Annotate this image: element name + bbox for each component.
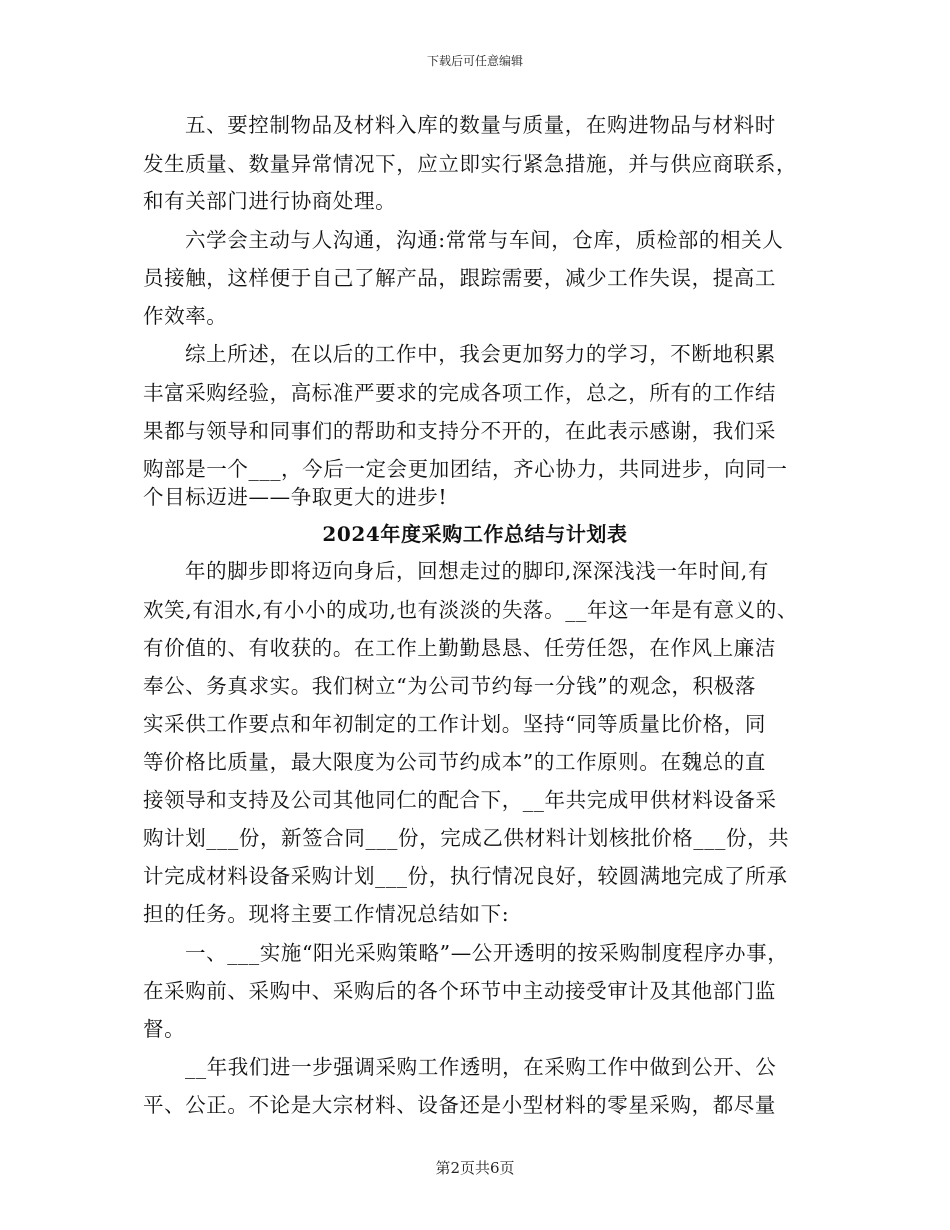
paragraph-line: 担的任务。现将主要工作情况总结如下: [143, 902, 510, 926]
paragraph-line: 和有关部门进行协商处理。 [143, 189, 397, 213]
paragraph-line: 平、公正。不论是大宗材料、设备还是小型材料的零星采购，都尽量 [143, 1093, 776, 1117]
paragraph-line: 员接触，这样便于自己了解产品，跟踪需要，减少工作失误，提高工 [143, 266, 776, 290]
paragraph-line: 计完成材料设备采购计划___份，执行情况良好，较圆满地完成了所承 [143, 864, 788, 888]
paragraph-line: 一、___实施“阳光采购策略”—公开透明的按采购制度程序办事， [185, 941, 789, 965]
paragraph-line: 购部是一个___，今后一定会更加团结，齐心协力，共同进步，向同一 [143, 457, 788, 481]
paragraph-line: 实采供工作要点和年初制定的工作计划。坚持“同等质量比价格，同 [143, 712, 766, 736]
page-footer: 第2页共6页 [435, 1159, 515, 1177]
page-header: 下载后可任意编辑 [426, 54, 523, 68]
paragraph-line: 果都与领导和同事们的帮助和支持分不开的，在此表示感谢，我们采 [143, 419, 776, 443]
paragraph-line: 购计划___份，新签合同___份，完成乙供材料计划核批价格___份，共 [143, 826, 790, 850]
paragraph-line: 欢笑,有泪水,有小小的成功,也有淡淡的失落。__年这一年是有意义的、 [143, 598, 798, 622]
paragraph-line: 丰富采购经验，高标准严要求的完成各项工作，总之，所有的工作结 [143, 381, 776, 405]
paragraph-line: 发生质量、数量异常情况下，应立即实行紧急措施，并与供应商联系， [143, 152, 798, 176]
paragraph-line: 督。 [143, 1017, 186, 1041]
paragraph-line: 个目标迈进——争取更大的进步! [143, 485, 448, 509]
paragraph-line: 五、要控制物品及材料入库的数量与质量，在购进物品与材料时 [185, 113, 776, 137]
paragraph-line: __年我们进一步强调采购工作透明，在采购工作中做到公开、公 [185, 1055, 777, 1079]
paragraph-line: 在采购前、采购中、采购后的各个环节中主动接受审计及其他部门监 [143, 979, 776, 1003]
paragraph-line: 综上所述，在以后的工作中，我会更加努力的学习，不断地积累 [185, 342, 776, 366]
paragraph-line: 等价格比质量，最大限度为公司节约成本”的工作原则。在魏总的直 [143, 750, 766, 774]
paragraph-line: 有价值的、有收获的。在工作上勤勤恳恳、任劳任怨，在作风上廉洁 [143, 636, 776, 660]
paragraph-line: 年的脚步即将迈向身后，回想走过的脚印,深深浅浅一年时间,有 [185, 559, 769, 583]
paragraph-line: 作效率。 [143, 304, 228, 328]
paragraph-line: 奉公、务真求实。我们树立“为公司节约每一分钱”的观念，积极落 [143, 674, 756, 698]
paragraph-line: 接领导和支持及公司其他同仁的配合下，__年共完成甲供材料设备采 [143, 788, 777, 812]
paragraph-line: 六学会主动与人沟通，沟通:常常与车间，仓库，质检部的相关人 [185, 228, 784, 252]
document-title: 2024年度采购工作总结与计划表 [322, 522, 628, 546]
